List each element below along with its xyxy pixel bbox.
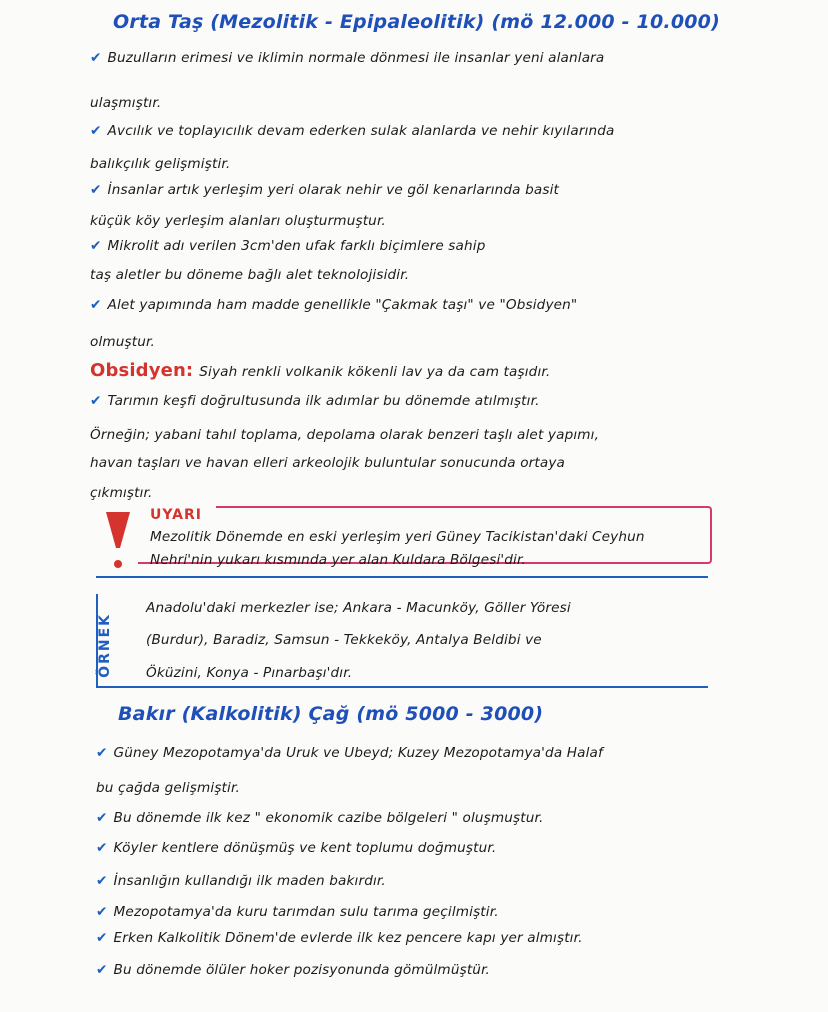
check-icon: ✔ (90, 182, 102, 198)
list-item: ✔ Tarımın keşfi doğrultusunda ilk adımlar bu dönemde atılmıştır. (90, 393, 540, 409)
list-item: ✔ İnsanlığın kullandığı ilk maden bakırdır. (96, 873, 386, 889)
ornek-line: (Burdur), Baradiz, Samsun - Tekkeköy, Antalya Beldibi ve (146, 632, 542, 648)
check-icon: ✔ (90, 393, 102, 409)
check-icon: ✔ (96, 745, 108, 761)
check-icon: ✔ (96, 930, 108, 946)
check-icon: ✔ (96, 840, 108, 856)
check-icon: ✔ (90, 50, 102, 66)
warning-line: Nehri'nin yukarı kısmında yer alan Kuldara Bölgesi'dir. (150, 552, 526, 568)
ornek-line: Öküzini, Konya - Pınarbaşı'dır. (146, 665, 353, 681)
ornek-label: ÖRNEK (97, 613, 113, 678)
list-item-cont: küçük köy yerleşim alanları oluşturmuştur. (90, 213, 386, 229)
obsidyen-term: Obsidyen: (90, 360, 194, 381)
list-item: ✔ Alet yapımında ham madde genellikle "Çakmak taşı" ve "Obsidyen" (90, 297, 578, 313)
ornek-line: Anadolu'daki merkezler ise; Ankara - Macunköy, Göller Yöresi (146, 600, 571, 616)
list-item-cont: bu çağda gelişmiştir. (96, 780, 240, 796)
list-item: ✔ Güney Mezopotamya'da Uruk ve Ubeyd; Kuzey Mezopotamya'da Halaf (96, 745, 603, 761)
check-icon: ✔ (96, 810, 108, 826)
divider (96, 576, 708, 578)
check-icon: ✔ (90, 123, 102, 139)
list-item-cont: taş aletler bu döneme bağlı alet teknolojisidir. (90, 267, 410, 283)
list-item-cont: Örneğin; yabani tahıl toplama, depolama olarak benzeri taşlı alet yapımı, (90, 427, 600, 443)
section1-heading: Orta Taş (Mezolitik - Epipaleolitik) (mö 12.000 - 10.000) (113, 11, 720, 33)
list-item: ✔ Avcılık ve toplayıcılık devam ederken sulak alanlarda ve nehir kıyılarında (90, 123, 615, 139)
check-icon: ✔ (96, 873, 108, 889)
obsidyen-definition: Obsidyen: Siyah renkli volkanik kökenli lav ya da cam taşıdır. (90, 360, 551, 381)
section2-heading: Bakır (Kalkolitik) Çağ (mö 5000 - 3000) (118, 703, 544, 725)
check-icon: ✔ (96, 962, 108, 978)
list-item: ✔ Mezopotamya'da kuru tarımdan sulu tarıma geçilmiştir. (96, 904, 499, 920)
list-item-cont: çıkmıştır. (90, 485, 153, 501)
list-item-cont: havan taşları ve havan elleri arkeolojik buluntular sonucunda ortaya (90, 455, 566, 471)
list-item: ✔ Mikrolit adı verilen 3cm'den ufak farklı biçimlere sahip (90, 238, 486, 254)
list-item: ✔ İnsanlar artık yerleşim yeri olarak nehir ve göl kenarlarında basit (90, 182, 560, 198)
exclamation-icon (104, 510, 132, 574)
list-item-cont: ulaşmıştır. (90, 95, 162, 111)
list-item-cont: balıkçılık gelişmiştir. (90, 156, 231, 172)
check-icon: ✔ (96, 904, 108, 920)
list-item-cont: olmuştur. (90, 334, 155, 350)
warning-label: UYARI (150, 507, 202, 523)
check-icon: ✔ (90, 238, 102, 254)
list-item: ✔ Köyler kentlere dönüşmüş ve kent toplumu doğmuştur. (96, 840, 497, 856)
warning-line: Mezolitik Dönemde en eski yerleşim yeri Güney Tacikistan'daki Ceyhun (150, 529, 645, 545)
list-item: ✔ Erken Kalkolitik Dönem'de evlerde ilk kez pencere kapı yer almıştır. (96, 930, 583, 946)
list-item: ✔ Bu dönemde ölüler hoker pozisyonunda gömülmüştür. (96, 962, 491, 978)
check-icon: ✔ (90, 297, 102, 313)
divider (96, 686, 708, 688)
list-item: ✔ Bu dönemde ilk kez " ekonomik cazibe bölgeleri " oluşmuştur. (96, 810, 544, 826)
list-item: ✔ Buzulların erimesi ve iklimin normale dönmesi ile insanlar yeni alanlara (90, 50, 605, 66)
